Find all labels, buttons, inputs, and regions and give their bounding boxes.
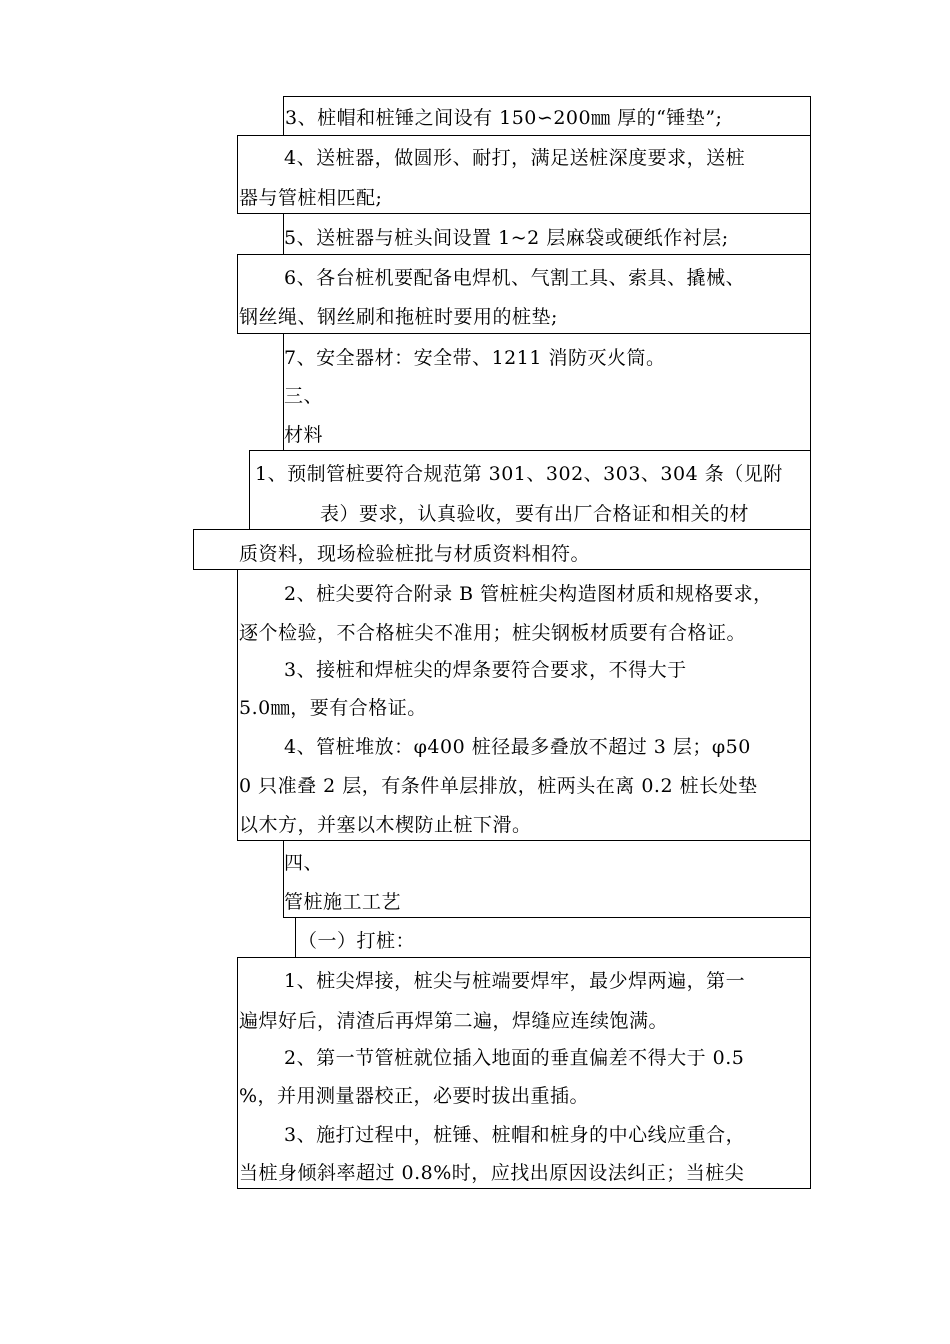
text-line: 3、桩帽和桩锤之间设有 150∽200㎜ 厚的“锤垫”; [285, 107, 723, 129]
text-line: 7、安全器材：安全带、1211 消防灭火筒。 [284, 347, 666, 369]
text-line: 2、第一节管桩就位插入地面的垂直偏差不得大于 0.5 [284, 1047, 745, 1069]
section-title: 材料 [284, 424, 324, 446]
text-line: 遍焊好后，清渣后再焊第二遍，焊缝应连续饱满。 [239, 1010, 669, 1032]
subsection-title: （一）打桩： [298, 930, 416, 952]
text-line: 逐个检验，不合格桩尖不准用；桩尖钢板材质要有合格证。 [239, 622, 747, 644]
text-line: 器与管桩相匹配; [239, 187, 383, 209]
text-line: 5.0㎜，要有合格证。 [239, 697, 427, 719]
text-line: 3、接桩和焊桩尖的焊条要符合要求，不得大于 [284, 659, 687, 681]
text-line: 4、送桩器，做圆形、耐打，满足送桩深度要求，送桩 [284, 147, 746, 169]
text-line: 3、施打过程中，桩锤、桩帽和桩身的中心线应重合， [284, 1124, 746, 1146]
text-line: 质资料，现场检验桩批与材质资料相符。 [239, 543, 591, 565]
section-number: 三、 [284, 385, 324, 407]
text-line: 当桩身倾斜率超过 0.8%时，应找出原因设法纠正；当桩尖 [239, 1162, 745, 1184]
text-line: %，并用测量器校正，必要时拔出重插。 [239, 1085, 590, 1107]
text-line: 1、预制管桩要符合规范第 301、302、303、304 条（见附 [255, 463, 783, 485]
text-line: 表）要求，认真验收，要有出厂合格证和相关的材 [320, 503, 750, 525]
text-line: 1、桩尖焊接，桩尖与桩端要焊牢，最少焊两遍，第一 [284, 970, 746, 992]
text-line: 以木方，并塞以木楔防止桩下滑。 [239, 814, 532, 836]
text-line: 5、送桩器与桩头间设置 1~2 层麻袋或硬纸作衬层; [284, 227, 729, 249]
text-line: 6、各台桩机要配备电焊机、气割工具、索具、撬械、 [284, 267, 746, 289]
text-line: 4、管桩堆放：φ400 桩径最多叠放不超过 3 层；φ50 [284, 736, 751, 758]
text-line: 钢丝绳、钢丝刷和拖桩时要用的桩垫; [239, 306, 558, 328]
section-title: 管桩施工工艺 [284, 891, 402, 913]
text-line: 2、桩尖要符合附录 B 管桩桩尖构造图材质和规格要求， [284, 583, 773, 605]
text-line: 0 只准叠 2 层，有条件单层排放，桩两头在离 0.2 桩长处垫 [239, 775, 758, 797]
section-number: 四、 [284, 852, 324, 874]
